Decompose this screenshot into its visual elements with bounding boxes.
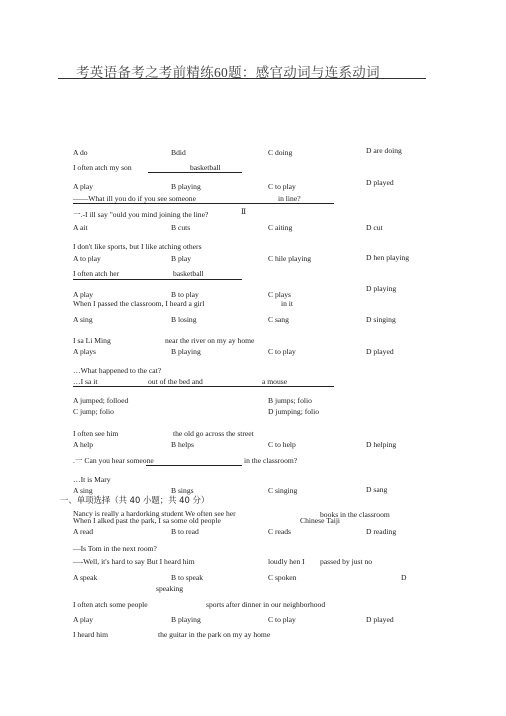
- option-c: C plays: [268, 290, 291, 299]
- option-b: B playing: [171, 347, 201, 356]
- option-a: A ait: [73, 223, 88, 232]
- question-text: I often atch my son: [73, 163, 132, 172]
- question-text: I often atch her: [73, 269, 120, 278]
- question-text: in the classroom?: [244, 456, 298, 465]
- option-c: C spoken: [268, 573, 297, 582]
- option-b: B play: [171, 254, 192, 263]
- answer-blank: [146, 465, 242, 466]
- question-text: the old go across the street: [173, 429, 254, 438]
- option-d: D jumping; folio: [268, 407, 320, 416]
- option-c: C doing: [268, 148, 293, 157]
- option-b: B sings: [171, 486, 194, 495]
- option-d: D sang: [366, 485, 388, 494]
- option-b: B to read: [171, 527, 199, 536]
- question-text: the guitar in the park on my ay home: [158, 630, 271, 639]
- option-a: A help: [73, 440, 94, 449]
- option-d: D played: [366, 347, 394, 356]
- option-c: C to play: [268, 347, 296, 356]
- question-text: I heard him: [73, 630, 109, 639]
- question-text: books in the classroom: [320, 510, 390, 519]
- option-d: D singing: [366, 315, 396, 324]
- question-text: in it: [281, 299, 294, 308]
- option-b: Bdid: [171, 148, 186, 157]
- option-d: D hen playing: [366, 253, 410, 262]
- option-a: A play: [73, 182, 94, 191]
- option-b: B to speak: [171, 573, 204, 582]
- option-d-text: speaking: [156, 584, 183, 593]
- option-d: D played: [366, 615, 394, 624]
- option-c: C reads: [268, 527, 291, 536]
- section-heading: 一、单项选择（共 40 小题；共 40 分）: [60, 495, 210, 505]
- option-b: B cuts: [171, 223, 191, 232]
- question-text: Ⅱ: [241, 207, 247, 216]
- question-text: out of the bed and: [148, 377, 203, 386]
- option-a: A play: [73, 290, 94, 299]
- question-text: I don't like sports, but I like atching others: [73, 242, 202, 251]
- option-d: D helping: [366, 440, 397, 449]
- option-a: A sing: [73, 486, 93, 495]
- option-d: D: [401, 573, 407, 582]
- document-title: 考英语备考之考前精练60题：感官动词与连系动词: [76, 65, 380, 80]
- option-c: C sang: [268, 315, 289, 324]
- question-text: passed by just no: [320, 557, 373, 566]
- option-a: A read: [73, 527, 94, 536]
- question-text: When I passed the classroom, I heard a girl: [73, 299, 205, 308]
- option-d: D reading: [366, 527, 397, 536]
- question-text: —Is Tom in the next room?: [73, 544, 157, 553]
- option-c: C to play: [268, 615, 296, 624]
- question-text: ——What ill you do if you see someone: [73, 194, 196, 203]
- question-text: loudly hen I: [268, 557, 305, 566]
- option-a: A to play: [73, 254, 101, 263]
- question-text: When I alked past the park, I sa some old people: [73, 516, 221, 525]
- option-c: C aiting: [268, 223, 293, 232]
- title-rule: [58, 78, 426, 79]
- option-d: D are doing: [366, 146, 402, 155]
- question-text: …I sa it: [73, 377, 98, 386]
- option-d: D playing: [366, 284, 397, 293]
- option-b: B to play: [171, 290, 199, 299]
- question-text: …What happened to the cat?: [73, 366, 162, 375]
- question-text: Chinese Taiji: [300, 516, 341, 525]
- option-d: D played: [366, 178, 394, 187]
- option-c: C singing: [268, 486, 298, 495]
- question-text: I often atch some people: [73, 600, 148, 609]
- option-c: C to help: [268, 440, 296, 449]
- option-a: A plays: [73, 347, 96, 356]
- question-text: near the river on my ay home: [165, 336, 255, 345]
- option-a: A jumped; folloed: [73, 396, 129, 405]
- option-b: B playing: [171, 182, 201, 191]
- question-text: —-Well, it's hard to say But I heard him: [73, 557, 195, 566]
- option-d: D cut: [366, 223, 383, 232]
- question-text: .一 Can you hear someone: [73, 456, 154, 465]
- option-a: A speak: [73, 573, 98, 582]
- option-b: B playing: [171, 615, 201, 624]
- question-text: Nancy is really a hardorking student We often see her: [73, 509, 236, 518]
- option-a: A do: [73, 148, 88, 157]
- option-c: C hile playing: [268, 254, 312, 263]
- option-b: B jumps; folio: [268, 396, 312, 405]
- option-b: B helps: [171, 440, 194, 449]
- question-text: basketball: [190, 163, 221, 172]
- option-b: B losing: [171, 315, 197, 324]
- question-text: I often see him: [73, 429, 119, 438]
- answer-blank: [148, 172, 242, 173]
- question-text: 一.-I ill say "ould you mind joining the line?: [73, 210, 209, 219]
- answer-blank: [73, 203, 334, 204]
- option-c: C to play: [268, 182, 296, 191]
- question-text: basketball: [173, 269, 204, 278]
- question-text: I sa Li Ming: [73, 336, 111, 345]
- question-text: in line?: [278, 194, 301, 203]
- question-text: sports after dinner in our neighborhood: [206, 600, 326, 609]
- option-a: A sing: [73, 315, 93, 324]
- answer-blank: [73, 279, 242, 280]
- question-text: a mouse: [262, 377, 288, 386]
- question-text: …It is Mary: [73, 475, 111, 484]
- option-a: A play: [73, 615, 94, 624]
- option-c: C jump; folio: [73, 407, 114, 416]
- answer-blank: [73, 386, 334, 387]
